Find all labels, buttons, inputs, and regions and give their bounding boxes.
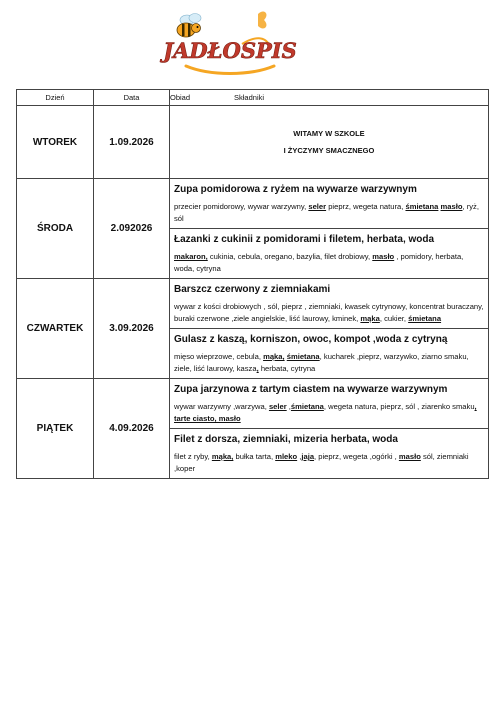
date-cell: 2.092026 [94,179,170,279]
welcome-line: I ŻYCZYMY SMACZNEGO [283,146,375,155]
dish-title: Zupa jarzynowa z tartym ciastem na wywarze warzywnym [174,384,448,395]
dish-ingredients [174,351,484,375]
allergen: , [256,364,259,373]
dish-cell [170,279,489,329]
dish-ingredients [174,401,484,425]
menu-row [17,106,489,179]
ingredient-text: , pieprz, wegeta ,ogórki , [314,452,399,461]
ingredient-text: , [286,402,291,411]
menu-body [17,106,489,479]
header-date: Data [94,90,170,106]
allergen: śmietana [290,402,324,411]
date-cell: 1.09.2026 [94,106,170,179]
ingredient-text: , kucharek ,pieprz, warzywko, ziarno smaku, ziele, liść laurowy, kasza [174,352,469,373]
ingredient-text: przecier pomidorowy, wywar warzywny, [174,202,309,211]
header-lunch-label: Obiad [170,93,191,102]
day-cell: CZWARTEK [17,279,94,379]
header-row [17,90,489,106]
allergen: seler [308,202,327,211]
dish-title: Barszcz czerwony z ziemniakami [174,284,331,295]
day-cell: ŚRODA [17,179,94,279]
ingredient-text: , pomidory, herbata, woda, cytryna [174,252,464,273]
ingredient-text: pieprz, wegeta natura, [326,202,406,211]
ingredient-text: herbata, cytryna [258,364,316,373]
date-cell: 4.09.2026 [94,379,170,479]
day-cell: PIĄTEK [17,379,94,479]
dish-ingredients [174,201,484,225]
allergen: masło [372,252,395,261]
menu-row [17,179,489,229]
ingredient-text: cukinia, cebula, oregano, bazylia, filet drobiowy, [207,252,373,261]
ingredient-text: bułka tarta, [233,452,276,461]
allergen: śmietana [286,352,320,361]
dish-title: Zupa pomidorowa z ryżem na wywarze warzywnym [174,184,417,195]
dish-cell [170,429,489,479]
welcome-line: WITAMY W SZKOLE [293,129,365,138]
dish-cell [170,179,489,229]
ingredient-text: , ryż, sól [174,202,479,223]
dish-cell [170,229,489,279]
ingredient-text: , cukier, [379,314,409,323]
allergen: śmietana [408,314,442,323]
header-lunch [170,90,489,106]
allergen: jaja [301,452,315,461]
ingredient-text: wywar warzywny ,warzywa, [174,402,269,411]
dish-title: Gulasz z kaszą, korniszon, owoc, kompot ,woda z cytryną [174,334,448,345]
allergen: śmietana [405,202,439,211]
header-ingredients-label: Składniki [234,93,265,102]
ingredient-text: , [297,452,302,461]
bee-icon [177,14,201,38]
allergen: masło [440,202,463,211]
dish-title: Łazanki z cukinii z pomidorami i filetem, herbata, woda [174,234,435,245]
ingredient-text: mięso wieprzowe, cebula, [174,352,264,361]
allergen: seler [268,402,287,411]
menu-table [16,89,489,479]
dish-ingredients [174,301,484,325]
menu-row [17,379,489,429]
allergen: , tarte ciasto, masło [174,402,477,423]
ingredient-text: , wegeta natura, pieprz, sól , ziarenko smaku [323,402,475,411]
allergen: mleko [275,452,298,461]
allergen: mąka, [211,452,234,461]
header-day: Dzień [17,90,94,106]
allergen: makaron, [174,252,208,261]
day-cell: WTOREK [17,106,94,179]
menu-row [17,279,489,329]
allergen: mąka [360,314,380,323]
allergen: masło [398,452,421,461]
dish-cell [170,379,489,429]
dish-title: Filet z dorsza, ziemniaki, mizeria herbata, woda [174,434,398,445]
allergen: mąka, [263,352,285,361]
logo [163,6,297,80]
dish-ingredients [174,451,484,475]
logo-text: JADŁOSPIS [163,38,297,63]
ingredient-text: filet z ryby, [174,452,212,461]
welcome-message [170,106,489,179]
dish-cell [170,329,489,379]
date-cell: 3.09.2026 [94,279,170,379]
ingredient-text: sól, ziemniaki ,koper [174,452,469,473]
ingredient-text: wywar z kości drobiowych , sól, pieprz , ziemniaki, kwasek cytrynowy, koncentrat buraczany, buraki czerwone ,ziele angielskie, liść laurowy, kminek, [174,302,484,323]
dish-ingredients [174,251,484,275]
